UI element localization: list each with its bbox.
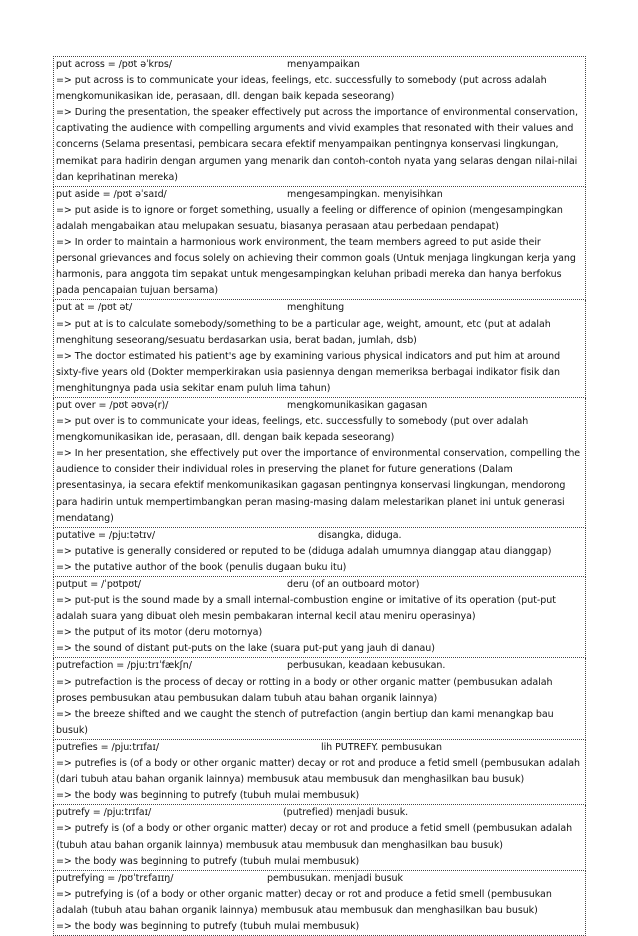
entry-translation: deru (of an outboard motor)	[287, 579, 420, 590]
entry-example: => the putative author of the book (penulis dugaan buku itu)	[56, 561, 347, 573]
entry-example: => In her presentation, she effectively put over the importance of environmental conservation, compelling the audience to consider their individual roles in preserving the planet for future generations (Dalam presentasinya, ia secara efektif menkomunikasikan gagasan pentingnya konservasi lingkungan, mendorong para hadirin untuk mempertimbangkan peran masing-masing dalam melestarikan planet ini untuk generasi mendatang)	[56, 448, 581, 524]
entry-headword: put aside = /pʊt əˈsaɪd/	[56, 188, 167, 200]
entry-translation: perbusukan, keadaan kebusukan.	[287, 660, 446, 672]
dictionary-entry	[53, 300, 586, 398]
entry-definition: => putrefaction is the process of decay or rotting in a body or other organic matter (pembusukan adalah proses pembusukan atau pembusukan dalam tubuh atau bahan organik lainnya)	[56, 676, 553, 704]
entry-header	[56, 805, 584, 821]
entry-definition: => put-put is the sound made by a small internal-combustion engine or imitative of its operation (put-put adalah suara yang dibuat oleh mesin pembakaran internal kecil atau meniru operasinya)	[56, 595, 556, 623]
dictionary-entry	[53, 56, 586, 187]
dictionary-entry	[53, 658, 586, 739]
entry-example: => the body was beginning to putrefy (tubuh mulai membusuk)	[56, 790, 360, 802]
dictionary-entry	[53, 871, 586, 936]
entry-header	[56, 398, 584, 414]
entry-header	[56, 57, 584, 73]
entry-example: => In order to maintain a harmonious work environment, the team members agreed to put aside their personal grievances and focus solely on achieving their common goals (Untuk menjaga lingkungan kerja yang harmonis, para anggota tim sepakat untuk mengesampingkan keluhan pribadi mereka dan hanya berfokus pada pencapaian tujuan bersama)	[56, 237, 576, 297]
entry-example: => the body was beginning to putrefy (tubuh mulai membusuk)	[56, 920, 360, 932]
entry-translation: pembusukan. menjadi busuk	[267, 872, 403, 884]
entry-example: => the body was beginning to putrefy (tubuh mulai membusuk)	[56, 855, 360, 867]
entry-example: => the sound of distant put-puts on the lake (suara put-put yang jauh di danau)	[56, 643, 435, 655]
entry-headword: putrefaction = /pjuːtrɪˈfækʃn/	[56, 660, 192, 672]
entry-headword: putrefying = /pʊˈtrɛfaɪɪŋ/	[56, 872, 174, 884]
entry-definition: => putrefies is (of a body or other organic matter) decay or rot and produce a fetid smell (pembusukan adalah (dari tubuh atau bahan organik lainnya) membusuk atau membusuk dan menghasilkan bau busuk)	[56, 758, 580, 786]
entry-headword: put over = /pʊt əʊvə(r)/	[56, 399, 169, 411]
entry-header	[56, 577, 584, 593]
entry-header	[56, 300, 584, 316]
entry-translation: menghitung	[287, 302, 345, 314]
entry-example: => the breeze shifted and we caught the stench of putrefaction (angin bertiup dan kami menangkap bau busuk)	[56, 708, 554, 736]
entry-definition: => putrefying is (of a body or other organic matter) decay or rot and produce a fetid smell (pembusukan adalah (tubuh atau bahan organik lainnya) membusuk atau membusuk dan menghasilkan bau busuk)	[56, 888, 552, 916]
entry-header	[56, 187, 584, 203]
entry-headword: put at = /pʊt ət/	[56, 302, 133, 314]
entry-translation: (putrefied) menjadi busuk.	[283, 807, 409, 819]
entry-example: => During the presentation, the speaker effectively put across the importance of environmental conservation, captivating the audience with compelling arguments and vivid examples that resonated with their values and concerns (Selama presentasi, pembicara secara efektif menyampaikan pentingnya konservasi lingkungan, memikat para hadirin dengan argumen yang menarik dan contoh-contoh nyata yang selaras dengan nilai-nilai dan keprihatinan mereka)	[56, 107, 578, 183]
entry-header	[56, 871, 584, 887]
entry-translation: mengkomunikasikan gagasan	[287, 399, 428, 411]
entry-definition: => put aside is to ignore or forget something, usually a feeling or difference of opinion (mengesampingkan adalah mengabaikan atau melupakan sesuatu, biasanya perasaan atau perbedaan pendapat)	[56, 204, 563, 232]
dictionary-entry	[53, 805, 586, 870]
entry-definition: => put at is to calculate somebody/something to be a particular age, weight, amount, etc (put at adalah menghitung seseorang/sesuatu berdasarkan usia, berat badan, jumlah, dsb)	[56, 318, 551, 346]
dictionary-entry	[53, 577, 586, 658]
entry-translation: menyampaikan	[287, 59, 360, 70]
entry-definition: => put across is to communicate your ideas, feelings, etc. successfully to somebody (put across adalah mengkomunikasikan ide, perasaan, dll. dengan baik kepada seseorang)	[56, 75, 547, 103]
entry-translation: mengesampingkan. menyisihkan	[287, 188, 443, 200]
entry-headword: put across = /pʊt əˈkrɒs/	[56, 59, 172, 70]
entry-definition: => put over is to communicate your ideas, feelings, etc. successfully to somebody (put over adalah mengkomunikasikan ide, perasaan, dll. dengan baik kepada seseorang)	[56, 416, 529, 444]
entry-definition: => putrefy is (of a body or other organic matter) decay or rot and produce a fetid smell (pembusukan adalah (tubuh atau bahan organik lainnya) membusuk atau membusuk dan menghasilkan bau busuk)	[56, 823, 573, 851]
entry-header	[56, 658, 584, 674]
entry-translation: disangka, diduga.	[318, 529, 402, 541]
entry-header	[56, 528, 584, 544]
entry-headword: putput = /ˈpʊtpʊt/	[56, 579, 141, 590]
entry-headword: putrefies = /pjuːtrɪfaɪ/	[56, 741, 160, 753]
entry-example: => The doctor estimated his patient's age by examining various physical indicators and put him at around sixty-five years old (Dokter memperkirakan usia pasiennya dengan memeriksa berbagai indikator fisik dan menghitungnya pada usia sekitar enam puluh lima tahun)	[56, 350, 561, 394]
dictionary-entry	[53, 740, 586, 805]
dictionary-entry	[53, 187, 586, 301]
entry-example: => the putput of its motor (deru motornya)	[56, 627, 263, 639]
dictionary-entry	[53, 528, 586, 577]
entry-headword: putative = /pjuːtətɪv/	[56, 529, 156, 541]
entry-translation: lih PUTREFY. pembusukan	[321, 741, 442, 753]
entry-headword: putrefy = /pjuːtrɪfaɪ/	[56, 807, 152, 819]
dictionary-entry	[53, 398, 586, 528]
dictionary-document	[53, 56, 586, 936]
entry-definition: => putative is generally considered or reputed to be (diduga adalah umumnya dianggap atau dianggap)	[56, 545, 552, 557]
entry-header	[56, 740, 584, 756]
